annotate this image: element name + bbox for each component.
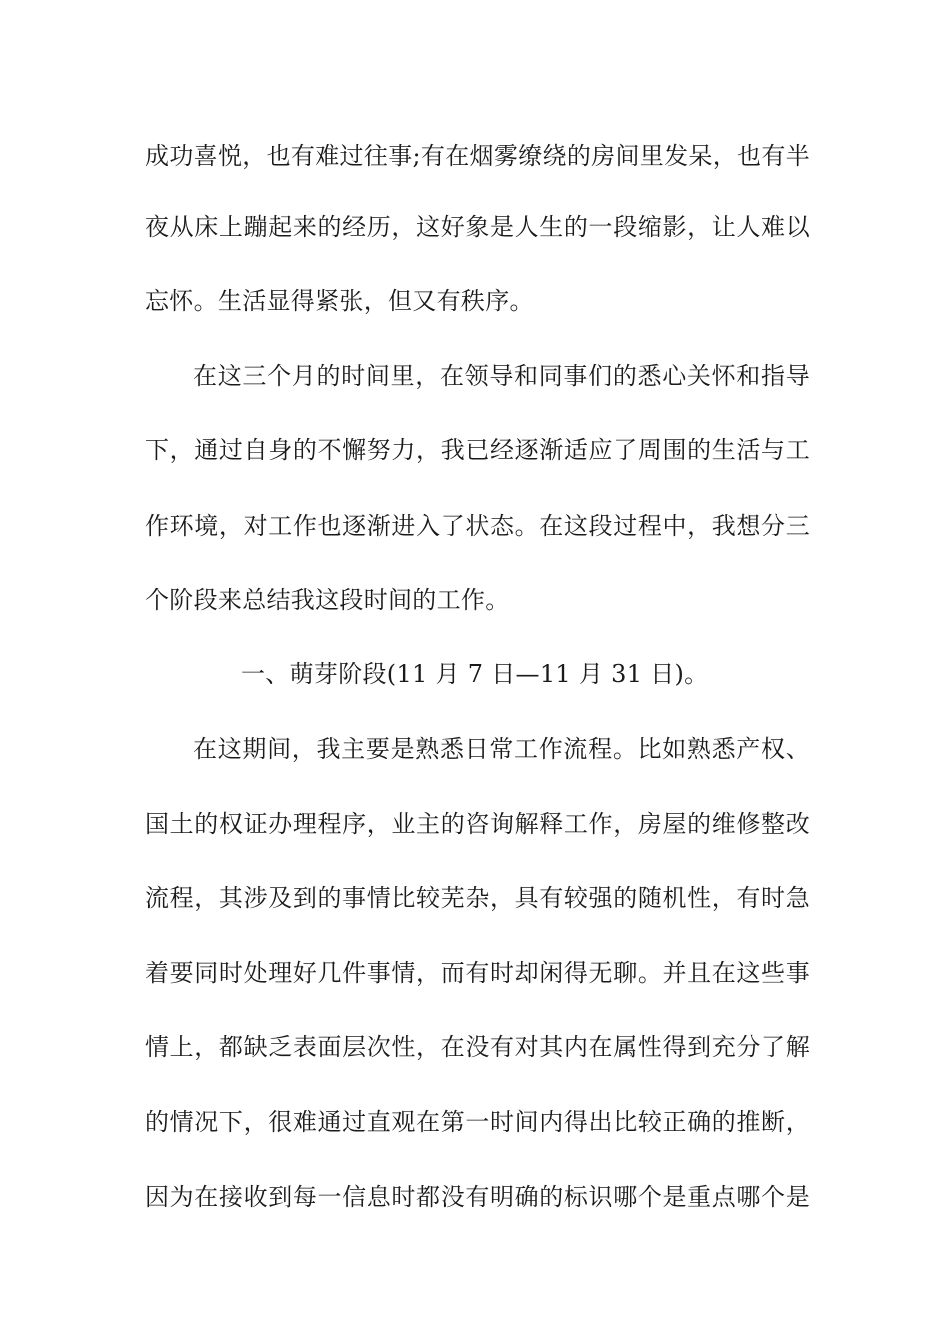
paragraph-2-line-3: 作环境，对工作也逐渐进入了状态。在这段过程中，我想分三 [145, 512, 810, 540]
paragraph-3-line-3: 流程，其涉及到的事情比较芜杂，具有较强的随机性，有时急 [145, 884, 810, 912]
paragraph-2-line-1: 在这三个月的时间里，在领导和同事们的悉心关怀和指导 [193, 362, 810, 390]
paragraph-2-line-2: 下，通过自身的不懈努力，我已经逐渐适应了周围的生活与工 [145, 436, 810, 464]
paragraph-2-line-4: 个阶段来总结我这段时间的工作。 [145, 586, 510, 614]
paragraph-3-line-6: 的情况下，很难通过直观在第一时间内得出比较正确的推断， [145, 1108, 810, 1136]
paragraph-3-line-1: 在这期间，我主要是熟悉日常工作流程。比如熟悉产权、 [193, 735, 810, 763]
paragraph-1-line-2: 夜从床上蹦起来的经历，这好象是人生的一段缩影，让人难以 [145, 213, 810, 241]
paragraph-3-line-7: 因为在接收到每一信息时都没有明确的标识哪个是重点哪个是 [145, 1183, 810, 1211]
paragraph-3-line-5: 情上，都缺乏表面层次性，在没有对其内在属性得到充分了解 [145, 1033, 810, 1061]
paragraph-1-line-1: 成功喜悦，也有难过往事;有在烟雾缭绕的房间里发呆，也有半 [145, 142, 810, 170]
section-heading: 一、萌芽阶段(11 月 7 日—11 月 31 日)。 [241, 660, 709, 688]
paragraph-3-line-4: 着要同时处理好几件事情，而有时却闲得无聊。并且在这些事 [145, 959, 810, 987]
paragraph-3-line-2: 国土的权证办理程序，业主的咨询解释工作，房屋的维修整改 [145, 810, 810, 838]
paragraph-1-line-3: 忘怀。生活显得紧张，但又有秩序。 [145, 287, 534, 315]
